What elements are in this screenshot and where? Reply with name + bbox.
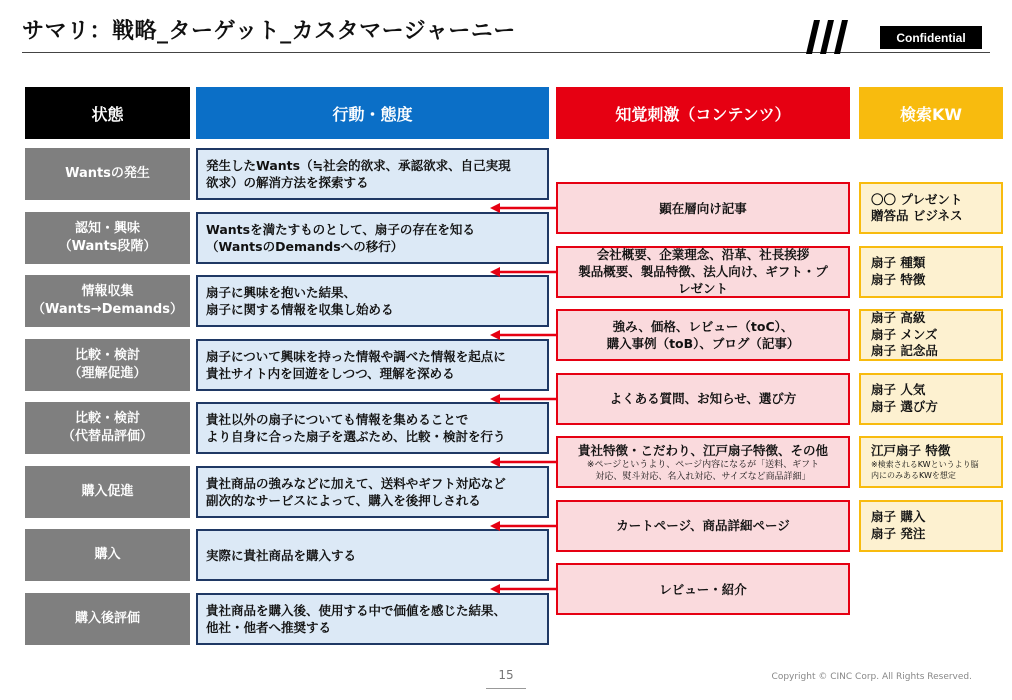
state-box (25, 148, 190, 200)
text-line: 会社概要、企業理念、沿革、社長挨拶 (596, 247, 810, 262)
text-line: 顕在層向け記事 (659, 200, 747, 216)
text-line: 扇子 特徴 (871, 271, 926, 287)
text-line: （Wants→Demands） (32, 302, 183, 317)
stimulus-box (556, 182, 850, 234)
text-line: 扇子 種類 (871, 255, 926, 270)
text-line: より自身に合った扇子を選ぶため、比較・検討を行う (206, 429, 506, 444)
text-line: 認知・興味 (74, 220, 140, 236)
text-line: 貴社商品の強みなどに加えて、送料やギフト対応など (206, 475, 506, 491)
column-header-action: 行動・態度 (196, 87, 549, 139)
note-line: 内にのみあるKWを想定 (871, 471, 956, 481)
stimulus-box (556, 309, 850, 361)
note-line: ※ページというより、ページ内容になるが「送料、ギフト (586, 459, 820, 470)
stimulus-box (556, 246, 850, 298)
text-line: 購入後評価 (74, 610, 140, 626)
action-box (196, 275, 549, 327)
stimulus-box (556, 373, 850, 425)
state-box (25, 339, 190, 391)
text-line: 扇子 購入 (871, 509, 926, 524)
column-header-state: 状態 (25, 87, 190, 139)
text-line: 扇子について興味を持った情報や調べた情報を起点に (206, 348, 506, 364)
text-line: （代替品評価） (61, 429, 153, 444)
text-line: （理解促進） (68, 365, 147, 381)
text-line: レビュー・紹介 (659, 581, 747, 597)
state-box (25, 593, 190, 645)
text-line: 扇子に関する情報を収集し始める (206, 302, 394, 317)
text-line: 製品概要、製品特徴、法人向け、ギフト・プ (578, 264, 828, 279)
text-line: 貴社以外の扇子についても情報を集めることで (206, 412, 469, 427)
text-line: 扇子 発注 (871, 525, 926, 541)
text-line: 扇子 人気 (871, 382, 926, 397)
text-line: 〇〇 プレゼント (871, 191, 963, 207)
left-arrow-icon (490, 394, 556, 404)
state-box (25, 466, 190, 518)
text-line: 欲求）の解消方法を探索する (206, 175, 369, 190)
left-arrow-icon (490, 584, 556, 594)
action-box (196, 148, 549, 200)
text-line: 扇子に興味を抱いた結果、 (206, 285, 357, 300)
text-line: 購入促進 (81, 483, 134, 499)
left-arrow-icon (490, 203, 556, 213)
left-arrow-icon (490, 330, 556, 340)
text-line: よくある質問、お知らせ、選び方 (609, 391, 797, 406)
column-header-keyword: 検索KW (859, 87, 1003, 139)
left-arrow-icon (490, 267, 556, 277)
text-line: 扇子 記念品 (871, 343, 938, 359)
stimulus-box (556, 563, 850, 615)
state-box (25, 529, 190, 581)
stimulus-box (556, 436, 850, 488)
text-line: 副次的なサービスによって、購入を後押しされる (206, 492, 481, 508)
text-line: レゼント (677, 281, 728, 296)
copyright-text: Copyright © CINC Corp. All Rights Reserved. (771, 672, 972, 682)
confidential-badge: Confidential (880, 26, 982, 49)
keyword-box (859, 500, 1003, 552)
text-line: 扇子 高級 (871, 310, 926, 326)
text-line: 購入事例（toB）、ブログ（記事） (606, 336, 800, 351)
action-box (196, 212, 549, 264)
text-line: 贈答品 ビジネス (871, 208, 963, 223)
triple-slash-icon (798, 20, 850, 54)
note-line: 対応、熨斗対応、名入れ対応、サイズなど商品詳細」 (595, 471, 811, 482)
text-line: 扇子 メンズ (871, 326, 938, 342)
action-box (196, 529, 549, 581)
text-line: （WantsのDemandsへの移行） (206, 238, 404, 254)
text-line: 比較・検討 (74, 411, 140, 426)
action-box (196, 593, 549, 645)
state-box (25, 212, 190, 264)
text-line: 貴社商品を購入後、使用する中で価値を感じた結果、 (206, 602, 507, 618)
text-line: Wantsの発生 (65, 166, 150, 181)
keyword-box (859, 436, 1003, 488)
text-line: 江戸扇子 特徴 (871, 442, 951, 458)
text-line: 実際に貴社商品を購入する (206, 547, 357, 563)
keyword-box (859, 182, 1003, 234)
text-line: 他社・他者へ推奨する (206, 619, 332, 635)
action-box (196, 402, 549, 454)
text-line: 強み、価格、レビュー（toC）、 (612, 319, 794, 334)
column-header-stimulus: 知覚刺激（コンテンツ） (556, 87, 850, 139)
keyword-box (859, 246, 1003, 298)
text-line: 発生したWants（≒社会的欲求、承認欲求、自己実現 (206, 158, 511, 173)
page-title: サマリ：戦略_ターゲット_カスタマージャーニー (22, 19, 516, 44)
text-line: （Wants段階） (58, 238, 157, 254)
left-arrow-icon (490, 521, 556, 531)
text-line: 扇子 選び方 (871, 398, 938, 414)
note-line: ※検索されるKWというより脳 (871, 460, 979, 470)
text-line: 貴社サイト内を回遊をしつつ、理解を深める (206, 365, 455, 381)
action-box (196, 466, 549, 518)
text-line: 貴社特徴・こだわり、江戸扇子特徴、その他 (577, 442, 828, 458)
page-number: 15 (498, 668, 514, 682)
action-box (196, 339, 549, 391)
keyword-box (859, 309, 1003, 361)
text-line: 購入 (94, 547, 121, 562)
state-box (25, 402, 190, 454)
stimulus-box (556, 500, 850, 552)
text-line: カートページ、商品詳細ページ (616, 518, 790, 533)
text-line: 情報収集 (81, 284, 134, 299)
page-number-underline (486, 688, 526, 689)
state-box (25, 275, 190, 327)
keyword-box (859, 373, 1003, 425)
text-line: 比較・検討 (74, 347, 140, 363)
left-arrow-icon (490, 457, 556, 467)
text-line: Wantsを満たすものとして、扇子の存在を知る (206, 221, 475, 237)
